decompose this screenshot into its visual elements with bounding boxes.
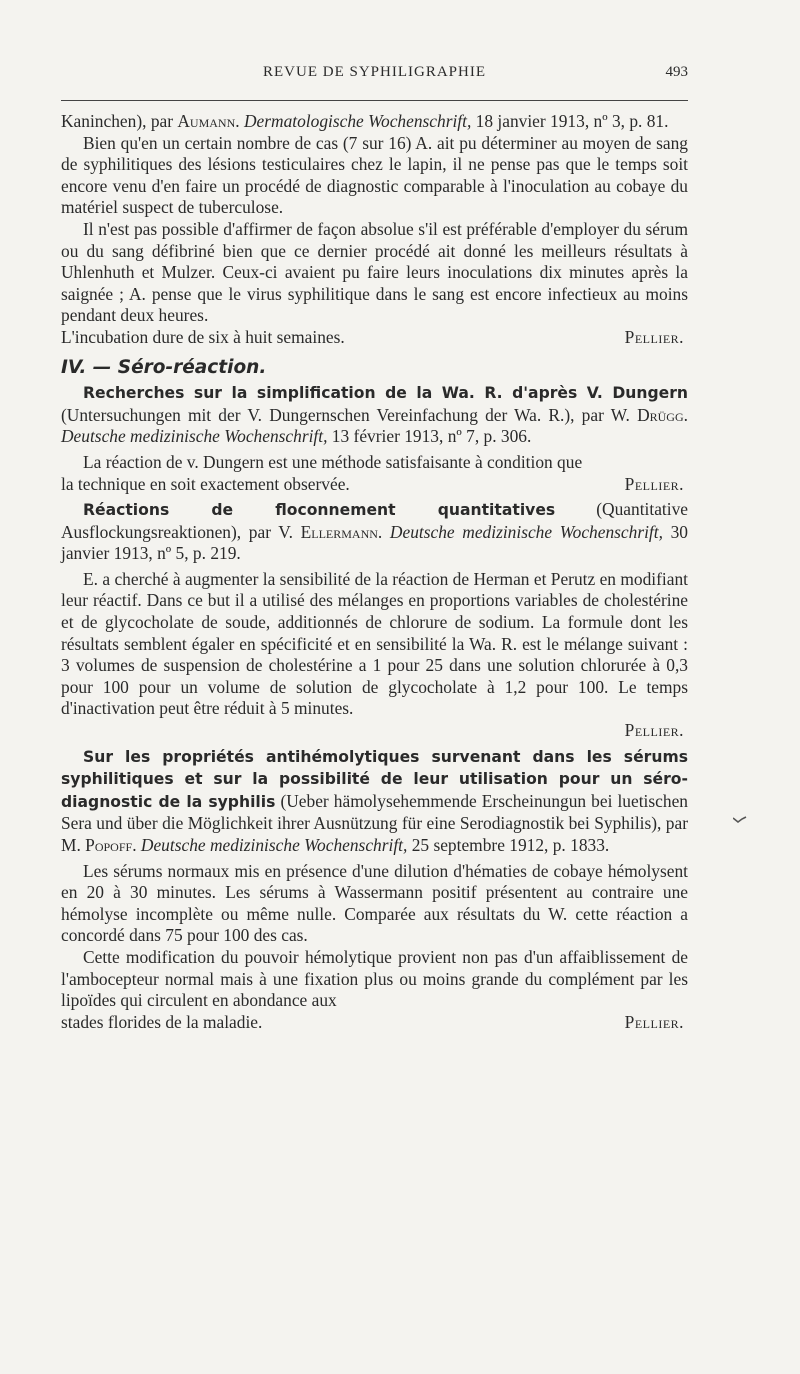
paragraph-end: la technique en soit exactement observée. Pellier.: [61, 474, 688, 496]
article-heading: Réactions de floconnement quantitatives (Quantitative Ausflockungsreaktionen), par V. Ellermann. Deutsche medizinische Wochenschrift, 30 janvier 1913, nº 5, p. 219.: [61, 499, 688, 564]
signature: Pellier.: [624, 1011, 684, 1032]
signature: Pellier.: [624, 473, 684, 494]
article-title: Réactions de floconnement quantitatives: [83, 501, 556, 520]
paragraph-end: stades florides de la maladie. Pellier.: [61, 1012, 688, 1034]
journal-page: [0, 64, 800, 1374]
article-heading: Sur les propriétés antihémolytiques survenant dans les sérums syphilitiques et sur la possibilité de leur utilisation pour un séro-diagnostic de la syphilis (Ueber hämolysehemmende Erscheinungun bei luetischen Sera und über die Möglichkeit ihrer Ausnützung für eine Serodiagnostik bei Syphilis), par M. Popoff. Deutsche medizinische Wochenschrift, 25 septembre 1912, p. 1833.: [61, 747, 688, 855]
paragraph-end: L'incubation dure de six à huit semaines. Pellier.: [61, 327, 688, 349]
paragraph: Il n'est pas possible d'affirmer de façon absolue s'il est préférable d'employer du sérum ou du sang défibriné bien que ce dernier procédé ait donné les meilleurs résultats à Uhlenhuth et Mulzer. Ceux-ci avaient pu faire leurs inoculations dix minutes après la saignée ; A. pense que le virus syphilitique dans le sang est encore infectieux au moins pendant deux heures.: [61, 218, 688, 326]
author-name: Drügg: [637, 404, 684, 425]
paragraph: E. a cherché à augmenter la sensibilité de la réaction de Herman et Perutz en modifiant leur réactif. Dans ce but il a utilisé des mélanges en proportions variables de cholestérine et de glycocholate de soude, additionnés de chlorure de sodium. La formule dont les résultats semblent égaler en spécificité et en sensibilité la Wa. R. est le mélange suivant : 3 volumes de suspension de cholestérine a 1 pour 25 dans une solution chlorurée à 0,3 pour 100 pour un volume de solution de glycocholate à 1,2 pour 100. Le temps d'inactivation peut être réduit à 5 minutes.: [61, 568, 688, 719]
signature: Pellier.: [624, 326, 684, 347]
citation-continuation: Kaninchen), par Aumann. Dermatologische Wochenschrift, 18 janvier 1913, nº 3, p. 81.: [61, 111, 669, 131]
paragraph: Cette modification du pouvoir hémolytique provient non pas d'un affaiblissement de l'ambocepteur normal mais à une fixation plus ou moins grande du complément par les lipoïdes qui circulent en abondance aux: [61, 946, 688, 1011]
section-heading: IV. — Séro-réaction.: [61, 356, 267, 378]
author-name: Ellermann: [300, 521, 378, 542]
page-body: [61, 111, 688, 1033]
journal-name: Deutsche medizinische Wochenschrift,: [61, 426, 328, 447]
article-title: Sur les propriétés antihémolytiques survenant dans les sérums syphilitiques et sur la possibilité de leur utilisation pour un séro-diagnostic de la syphilis: [61, 747, 688, 811]
paragraph: Les sérums normaux mis en présence d'une dilution d'hématies de cobaye hémolysent en 20 à 30 minutes. Les sérums à Wassermann positif présentent au contraire une hémolyse incomplète ou même nulle. Comparée aux résultats du W. cette réaction a concordé dans 75 pour 100 des cas.: [61, 860, 688, 946]
page-number: 493: [665, 64, 688, 80]
journal-name: Deutsche medizinische Wochenschrift,: [140, 835, 408, 855]
ink-smudge: [733, 816, 747, 824]
author-name: Popoff: [85, 835, 133, 855]
author-name: Aumann: [177, 111, 236, 131]
journal-name: Dermatologische Wochenschrift,: [243, 111, 472, 131]
signature: Pellier.: [624, 720, 684, 741]
article-heading: Recherches sur la simplification de la Wa. R. d'après V. Dungern (Untersuchungen mit der V. Dungernschen Vereinfachung der Wa. R.), par W. Drügg. Deutsche medizinische Wochenschrift, 13 février 1913, nº 7, p. 306.: [61, 384, 688, 447]
journal-name: Deutsche medizinische Wochenschrift,: [389, 521, 663, 542]
running-head: [61, 64, 688, 88]
journal-title: REVUE DE SYPHILIGRAPHIE: [263, 64, 486, 80]
header-rule: [61, 100, 688, 101]
paragraph: La réaction de v. Dungern est une méthode satisfaisante à condition que: [83, 451, 583, 472]
paragraph: Bien qu'en un certain nombre de cas (7 sur 16) A. ait pu déterminer au moyen de sang de syphilitiques des lésions testiculaires chez le lapin, il ne pense pas que le temps soit encore venu d'en faire un procédé de diagnostic comparable à l'inoculation au cobaye du matériel suspect de tuberculose.: [61, 132, 688, 218]
article-title: Recherches sur la simplification de la Wa. R. d'après V. Dungern: [83, 384, 688, 403]
